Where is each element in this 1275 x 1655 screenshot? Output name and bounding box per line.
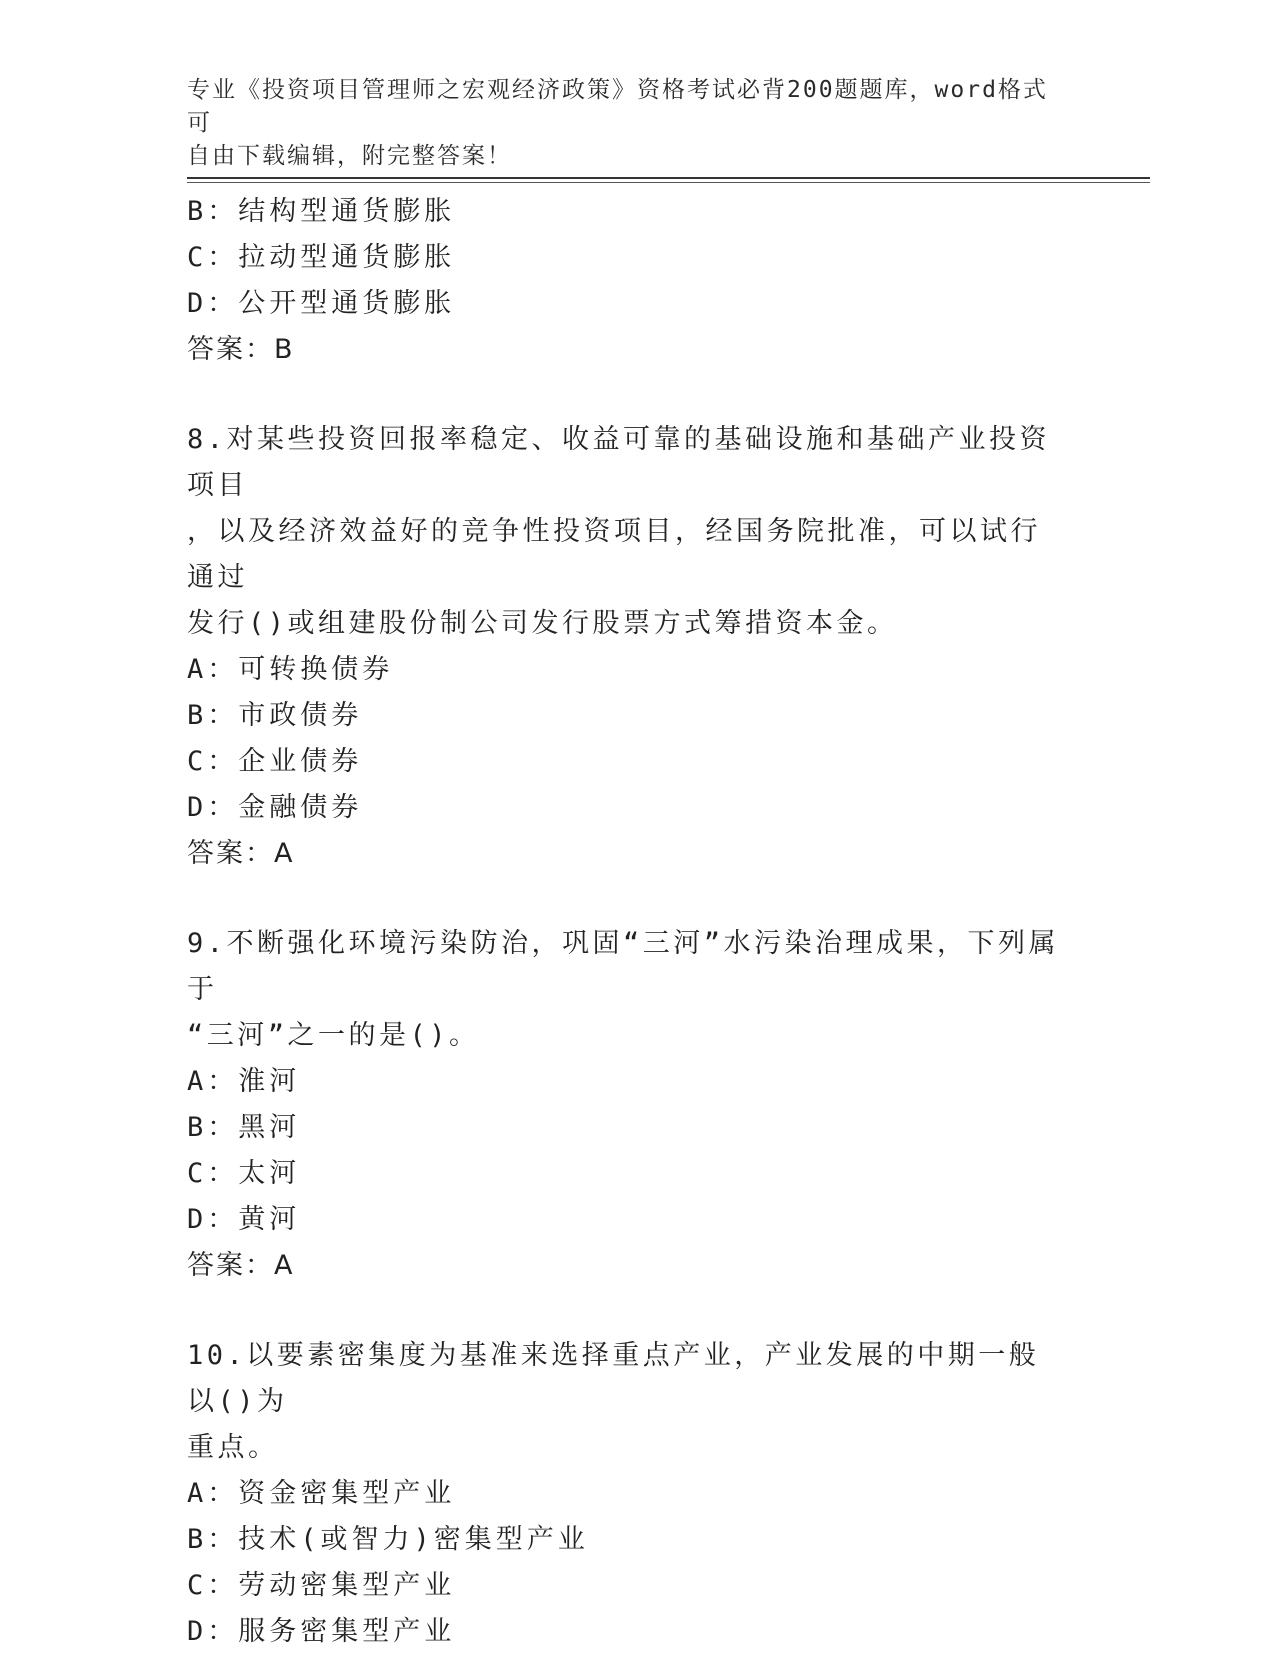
answer: 答案：A — [187, 838, 295, 869]
option-d: D：服务密集型产业 — [187, 1616, 456, 1647]
option-b: B：市政债券 — [187, 700, 363, 731]
question-10 — [187, 1333, 1067, 1655]
header-line-1: 专业《投资项目管理师之宏观经济政策》资格考试必背200题题库，word格式可 — [187, 77, 1048, 136]
option-c: C：拉动型通货膨胀 — [187, 242, 456, 273]
option-b: B：结构型通货膨胀 — [187, 196, 456, 227]
answer: 答案：B — [187, 334, 295, 365]
question-stem-line: 9.不断强化环境污染防治，巩固“三河”水污染治理成果，下列属于 — [187, 928, 1060, 1005]
option-b: B：技术(或智力)密集型产业 — [187, 1524, 589, 1555]
header-rule-thick — [187, 177, 1150, 179]
question-stem-line: 8.对某些投资回报率稳定、收益可靠的基础设施和基础产业投资项目 — [187, 424, 1051, 501]
option-c: C：太河 — [187, 1158, 301, 1189]
header-rule-thin — [187, 182, 1150, 183]
question-7-tail — [187, 189, 1067, 373]
option-a: A：淮河 — [187, 1066, 301, 1097]
option-d: D：公开型通货膨胀 — [187, 288, 456, 319]
question-stem-line: 重点。 — [187, 1432, 279, 1463]
header-line-2: 自由下载编辑，附完整答案！ — [187, 143, 512, 169]
option-d: D：金融债券 — [187, 792, 363, 823]
question-stem-line: ，以及经济效益好的竞争性投资项目，经国务院批准，可以试行通过 — [187, 516, 1041, 593]
question-stem-line: “三河”之一的是()。 — [187, 1020, 480, 1051]
answer: 答案：A — [187, 1250, 295, 1281]
document-body — [187, 189, 1067, 1655]
spacer — [187, 877, 1067, 921]
question-stem-line: 10.以要素密集度为基准来选择重点产业，产业发展的中期一般以()为 — [187, 1340, 1040, 1417]
document-header — [187, 74, 1067, 173]
option-a: A：可转换债券 — [187, 654, 394, 685]
spacer — [187, 1289, 1067, 1333]
option-b: B：黑河 — [187, 1112, 301, 1143]
spacer — [187, 373, 1067, 417]
option-d: D：黄河 — [187, 1204, 301, 1235]
option-c: C：企业债券 — [187, 746, 363, 777]
option-c: C：劳动密集型产业 — [187, 1570, 456, 1601]
question-9 — [187, 921, 1067, 1289]
option-a: A：资金密集型产业 — [187, 1478, 456, 1509]
question-8 — [187, 417, 1067, 877]
question-stem-line: 发行()或组建股份制公司发行股票方式筹措资本金。 — [187, 608, 898, 639]
